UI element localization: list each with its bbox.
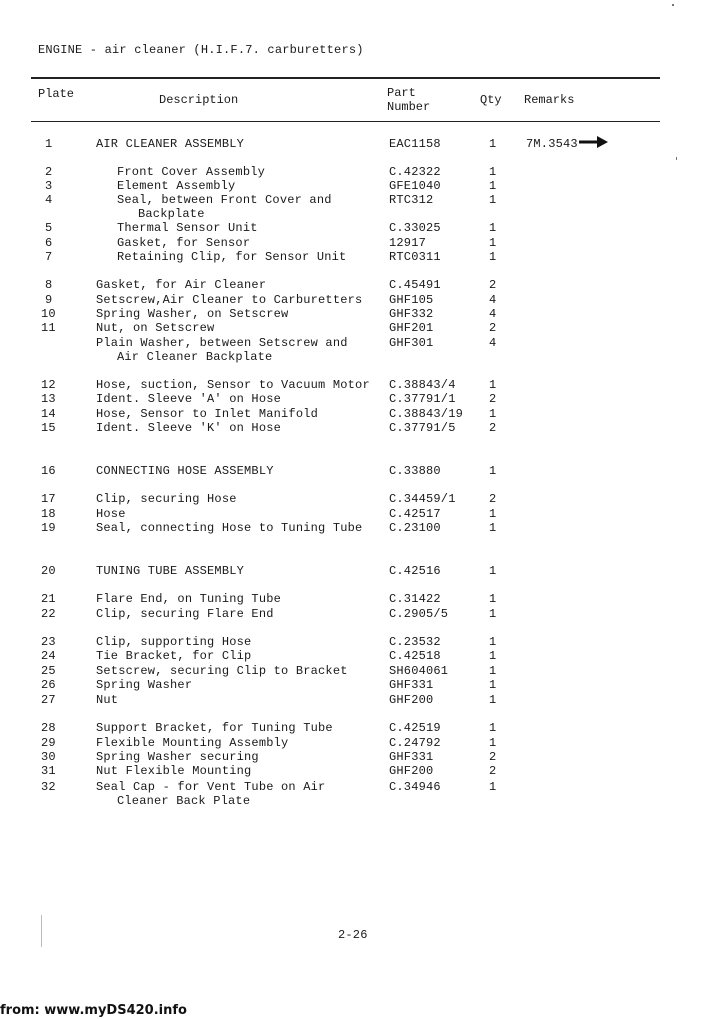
row-description: Retaining Clip, for Sensor Unit [117,250,347,264]
row-qty: 1 [489,721,497,735]
row-plate: 6 [45,236,53,250]
row-description: TUNING TUBE ASSEMBLY [96,564,245,578]
row-part-number: C.42322 [389,165,441,179]
row-description: Clip, securing Hose [96,492,237,506]
row-qty: 1 [489,693,497,707]
row-qty: 1 [489,507,497,521]
row-description: Setscrew,Air Cleaner to Carburetters [96,293,363,307]
header-bottom-rule [31,121,660,122]
row-description: Flexible Mounting Assembly [96,736,289,750]
row-description: Clip, supporting Hose [96,635,252,649]
row-plate: 22 [41,607,56,621]
row-description: Spring Washer securing [96,750,259,764]
row-part-number: GHF301 [389,336,434,350]
row-description: Front Cover Assembly [117,165,266,179]
row-part-number: GHF200 [389,693,434,707]
row-part-number: GHF332 [389,307,434,321]
row-part-number: C.38843/19 [389,407,464,421]
row-qty: 2 [489,764,497,778]
row-description: Seal, between Front Cover and [117,193,332,207]
row-description: Spring Washer, on Setscrew [96,307,289,321]
row-qty: 1 [489,407,497,421]
row-part-number: C.34946 [389,780,441,794]
row-description: Cleaner Back Plate [117,794,251,808]
row-qty: 1 [489,678,497,692]
row-description: Element Assembly [117,179,236,193]
row-description: Hose [96,507,126,521]
row-plate: 21 [41,592,56,606]
row-qty: 2 [489,321,497,335]
row-part-number: RTC312 [389,193,434,207]
row-description: Nut Flexible Mounting [96,764,252,778]
row-qty: 1 [489,564,497,578]
row-plate: 15 [41,421,56,435]
row-description: Nut [96,693,119,707]
row-plate: 13 [41,392,56,406]
row-qty: 1 [489,221,497,235]
row-plate: 28 [41,721,56,735]
row-plate: 32 [41,780,56,794]
row-part-number: C.23100 [389,521,441,535]
row-description: Gasket, for Air Cleaner [96,278,267,292]
scan-mark [41,915,42,947]
row-qty: 2 [489,750,497,764]
row-qty: 1 [489,236,497,250]
header-part-line2: Number [387,100,431,114]
row-part-number: C.42519 [389,721,441,735]
row-plate: 18 [41,507,56,521]
row-description: Plain Washer, between Setscrew and [96,336,348,350]
row-part-number: GFE1040 [389,179,441,193]
row-description: Backplate [138,207,205,221]
row-plate: 29 [41,736,56,750]
row-plate: 24 [41,649,56,663]
row-part-number: SH604061 [389,664,449,678]
row-part-number: GHF200 [389,764,434,778]
row-part-number: 12917 [389,236,427,250]
row-plate: 7 [45,250,53,264]
row-part-number: C.34459/1 [389,492,456,506]
row-qty: 1 [489,635,497,649]
row-description: CONNECTING HOSE ASSEMBLY [96,464,274,478]
row-description: Ident. Sleeve 'A' on Hose [96,392,282,406]
row-description: Ident. Sleeve 'K' on Hose [96,421,282,435]
row-part-number: C.23532 [389,635,441,649]
row-part-number: GHF201 [389,321,434,335]
header-description: Description [159,93,239,107]
row-description: Seal, connecting Hose to Tuning Tube [96,521,363,535]
row-qty: 1 [489,780,497,794]
row-plate: 1 [45,137,53,151]
row-part-number: C.37791/1 [389,392,456,406]
row-part-number: C.45491 [389,278,441,292]
row-qty: 1 [489,137,497,151]
header-plate: Plate [38,87,75,101]
row-qty: 1 [489,193,497,207]
row-qty: 1 [489,378,497,392]
row-plate: 8 [45,278,53,292]
row-plate: 27 [41,693,56,707]
row-qty: 2 [489,392,497,406]
row-description: Nut, on Setscrew [96,321,215,335]
row-plate: 12 [41,378,56,392]
row-description: Flare End, on Tuning Tube [96,592,282,606]
row-plate: 20 [41,564,56,578]
row-plate: 4 [45,193,53,207]
row-part-number: C.42518 [389,649,441,663]
row-qty: 1 [489,464,497,478]
row-description: Thermal Sensor Unit [117,221,258,235]
row-description: AIR CLEANER ASSEMBLY [96,137,245,151]
row-description: Tie Bracket, for Clip [96,649,252,663]
row-description: Support Bracket, for Tuning Tube [96,721,333,735]
row-description: Gasket, for Sensor [117,236,251,250]
row-plate: 5 [45,221,53,235]
row-qty: 1 [489,736,497,750]
row-qty: 2 [489,421,497,435]
row-qty: 2 [489,278,497,292]
row-description: Clip, securing Flare End [96,607,274,621]
row-qty: 1 [489,664,497,678]
row-qty: 2 [489,492,497,506]
row-part-number: C.24792 [389,736,441,750]
row-plate: 23 [41,635,56,649]
row-qty: 4 [489,307,497,321]
row-part-number: C.31422 [389,592,441,606]
footer-source: from: www.myDS420.info [0,1003,187,1018]
row-description: Spring Washer [96,678,193,692]
row-qty: 1 [489,521,497,535]
row-part-number: GHF105 [389,293,434,307]
row-plate: 19 [41,521,56,535]
row-qty: 4 [489,293,497,307]
row-description: Seal Cap - for Vent Tube on Air [96,780,326,794]
page-title: ENGINE - air cleaner (H.I.F.7. carburetters) [38,43,364,57]
row-plate: 30 [41,750,56,764]
header-remarks: Remarks [524,93,575,107]
row-part-number: C.38843/4 [389,378,456,392]
row-qty: 1 [489,592,497,606]
row-plate: 2 [45,165,53,179]
arrow-right-icon [579,136,609,148]
row-remarks: 7M.3543 [526,137,578,151]
row-plate: 10 [41,307,56,321]
row-part-number: C.42516 [389,564,441,578]
row-plate: 25 [41,664,56,678]
row-part-number: C.42517 [389,507,441,521]
row-description: Setscrew, securing Clip to Bracket [96,664,348,678]
row-description: Hose, suction, Sensor to Vacuum Motor [96,378,370,392]
header-qty: Qty [480,93,502,107]
row-plate: 9 [45,293,53,307]
row-plate: 3 [45,179,53,193]
row-plate: 11 [41,321,56,335]
row-part-number: EAC1158 [389,137,441,151]
scan-speck [676,157,677,160]
row-qty: 1 [489,179,497,193]
row-description: Hose, Sensor to Inlet Manifold [96,407,319,421]
row-part-number: RTC0311 [389,250,441,264]
row-plate: 16 [41,464,56,478]
row-plate: 26 [41,678,56,692]
row-plate: 31 [41,764,56,778]
row-part-number: C.33025 [389,221,441,235]
row-part-number: C.2905/5 [389,607,449,621]
row-part-number: GHF331 [389,678,434,692]
scan-speck [672,4,674,6]
row-plate: 14 [41,407,56,421]
row-part-number: C.33880 [389,464,441,478]
header-top-rule [31,77,660,79]
header-part-line1: Part [387,86,416,100]
row-qty: 1 [489,649,497,663]
row-plate: 17 [41,492,56,506]
page-number: 2-26 [338,928,368,942]
row-part-number: GHF331 [389,750,434,764]
row-qty: 1 [489,165,497,179]
row-qty: 1 [489,607,497,621]
row-description: Air Cleaner Backplate [117,350,273,364]
row-qty: 1 [489,250,497,264]
row-qty: 4 [489,336,497,350]
row-part-number: C.37791/5 [389,421,456,435]
